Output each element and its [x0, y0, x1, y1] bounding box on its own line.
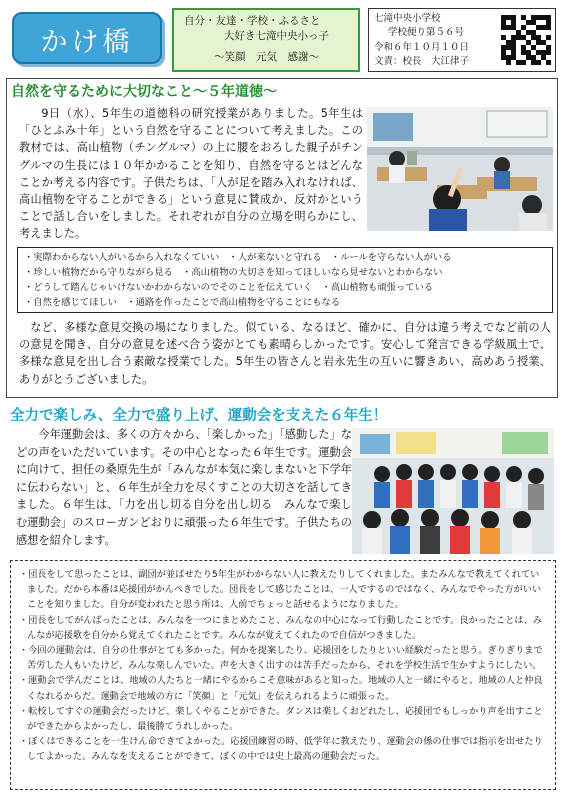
impression-item: ・転校してすぐの運動会だったけど、楽しくやることができた。ダンスは楽しくおどれたし、応援団でもしっかり声を出すことができたからよかったし、最後勝てうれしかった。	[19, 705, 543, 733]
slogan-line-1: 自分・友達・学校・ふるさと	[184, 15, 321, 27]
classroom-photo-image	[367, 107, 553, 231]
opinion-line: ・どうして踏んじゃいけないかわからないのでそのことを伝えていく ・高山植物も頑張っている	[24, 282, 434, 293]
section2-paragraph: 今年運動会は、多くの方々から、「楽しかった」「感動した」などの声をいただいています。その中心となった６年生です。運動会に向けて、担任の桑原先生が「みんなが本気に楽しまないと下学年に伝わらない」と、６年生が全力を尽くすことの大切さを話してきました。６年生は、「力を出し切る自分を出し切る みんなで楽しむ運動会」のスローガンどおりに頑張った６年生です。子供たちの感想を紹介します。	[16, 428, 352, 547]
group-photo-image	[352, 428, 554, 554]
opinion-line: ・実際わからない人がいるから入れなくていい ・人が来ないと守れる ・ルールを守らない人がいる	[24, 252, 452, 263]
slogan-line-3: ～笑顔 元気 感謝～	[214, 51, 319, 63]
impression-item: ・団長をして思ったことは、副団が並ばせたり5年生がわからない人に教えたりしてくれました。またみんなで教えてくれていました。だから本番は応援団がかんぺきでした。団長をして感じたことは、一人でするのではなく、みんなでやった方がいいことを知りました。自分が変われたと思う所は、人前でちょっと話せるようになりました。	[19, 569, 542, 611]
impression-item: ・今回の運動会は、自分の仕事がとても多かった。何かを提案したり、応援団をしたりといい経験だったと思う。ぎりぎりまで苦労した人もいたけど、みんな楽しんでいた。声を大きく出すのは苦手だったから、それを学校生活で生かすようにしたい。	[19, 645, 543, 672]
issue-date: 令和６年１０月１０日	[374, 41, 470, 53]
school-info-box	[368, 8, 556, 72]
section1-paragraph-2: など、多様な意見交換の場になりました。似ている、なるほど、確かに、自分は違う考えでなど前の人の意見を聞き、自分の意見を述べ合う姿がとても素晴らしかったです。安心して発言できる学級風土で、多様な意見を出し合う素敵な授業でした。5年生の皆さんと岩永先生の互いに響きあい、高めあう授業、ありがとうございました。	[19, 321, 551, 386]
section1-heading: 自然を守るために大切なこと～５年道徳～	[11, 84, 277, 100]
impression-item: ・団長をしてがんばったことは、みんなを一つにまとめたこと、みんなの中心になって行動したことです。良かったことは、みんなが応援歌を自分から覚えてくれたことです。みんなが覚えてくれたので自信がつきました。	[19, 614, 542, 641]
slogan-line-2: 大好き七滝中央小っ子	[224, 30, 329, 42]
school-name: 七滝中央小学校	[374, 13, 441, 24]
student-impressions-box	[10, 560, 556, 790]
section-sports-day	[6, 424, 558, 554]
impression-item: ・ぼくはできることを一生けん命できてよかった。応援団練習の時、低学年に教えたり、運動会の係の仕事では指示を出せたりしてよかった。みんなを支えることができて、ぼくの中では史上最高の運動会だった。	[19, 736, 543, 763]
student-opinions-box	[17, 247, 553, 313]
section-nature-lesson	[6, 78, 558, 398]
impression-item: ・運動会で学んだことは、地域の人たちと一緒にやるからこそ意味があると知った。地域の人と一緒にやると、地域の人と仲良くなれるからだ。運動会で地域の方に「笑顔」と「元気」を伝えられるように頑張った。	[19, 675, 543, 702]
school-slogan-box	[172, 8, 360, 72]
newsletter-title-banner	[12, 12, 162, 64]
section2-heading: 全力で楽しみ、全力で盛り上げ、運動会を支えた６年生！	[10, 408, 388, 424]
newsletter-title: かけ橋	[40, 27, 134, 58]
newsletter-number: 学校便り第５６号	[388, 27, 465, 39]
section1-paragraph-1: 9日（水）、5年生の道徳科の研究授業がありました。5年生は「ひとふみ十年」という自然を守ることについて考えました。この教材では、高山植物（チングルマ）の上に腰をおろした親子がチングルマの生長には１０年かかることを知り、自然を守るとはどんなことか考える内容です。子供たちは、「人が足を踏み入れなければ、高山植物を守ることができる」という意見に賛成か、反対かということで話し合いをしました。それぞれが自分の立場を明らかにし、考えました。	[19, 107, 363, 241]
opinion-line: ・珍しい植物だから守りながら見る ・高山植物の大切さを知ってほしいなら見せないとわからない	[24, 267, 443, 278]
classroom-photo	[367, 107, 553, 231]
opinion-line: ・自然を感じてほしい ・通路を作ったことで高山植物を守ることにもなる	[24, 297, 341, 308]
qr-code-icon[interactable]	[501, 15, 551, 65]
sixth-grade-group-photo	[352, 428, 554, 554]
school-info-text	[374, 12, 469, 69]
author-line: 文責：校長 大江律子	[374, 55, 470, 67]
